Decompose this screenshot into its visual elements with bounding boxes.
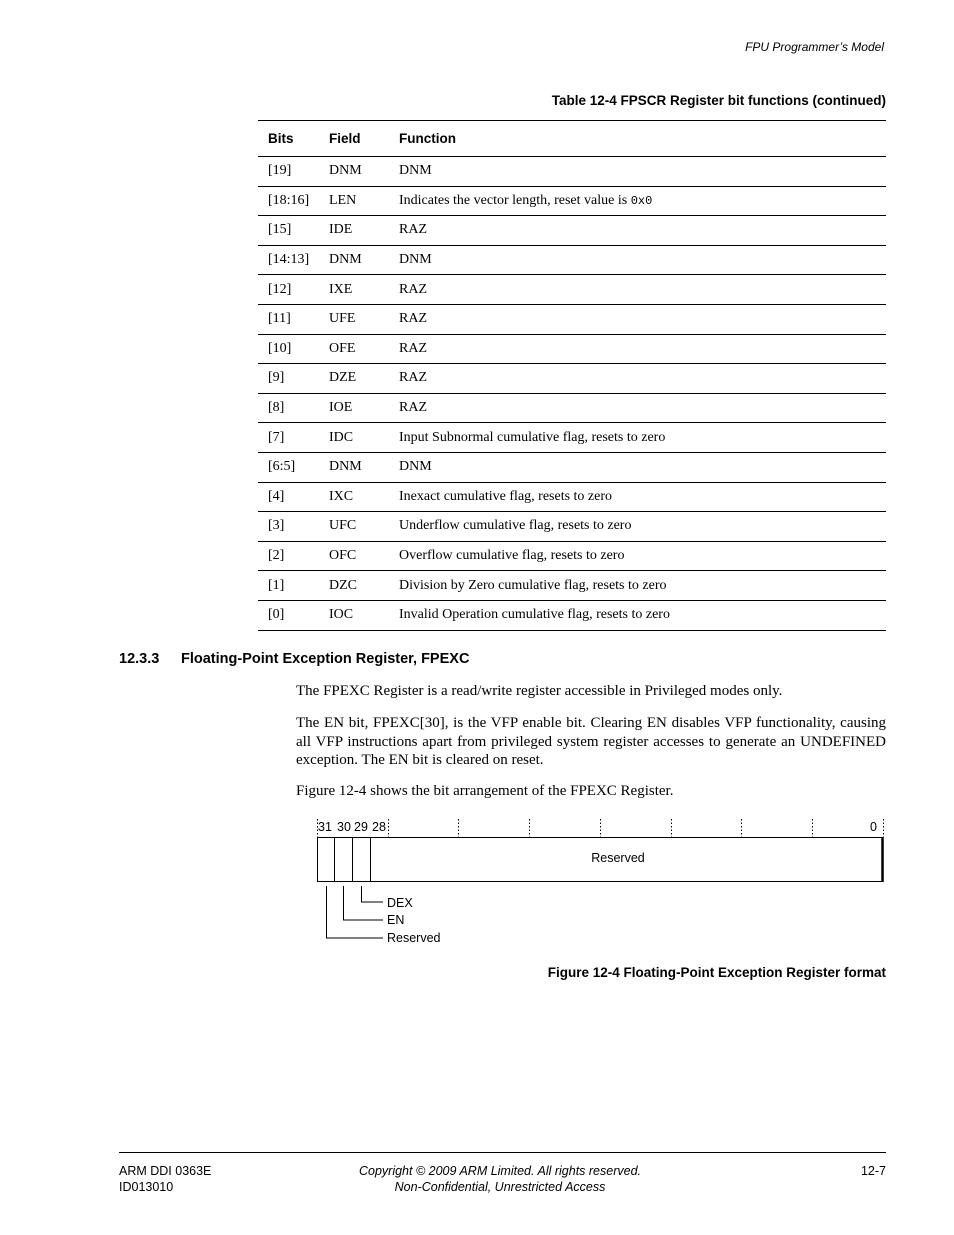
section-number: 12.3.3: [119, 651, 160, 667]
en-leader-line: [344, 886, 384, 920]
function-text: Overflow cumulative flag, resets to zero: [399, 548, 625, 564]
cell-bits: [3]: [258, 512, 329, 542]
cell-field: IOE: [329, 393, 399, 423]
cell-bits: [11]: [258, 304, 329, 334]
cell-bits: [18:16]: [258, 186, 329, 216]
cell-field: IDC: [329, 423, 399, 453]
bit-label-31: 31: [318, 820, 332, 834]
function-text: RAZ: [399, 222, 427, 238]
cell-bits: [12]: [258, 275, 329, 305]
function-text: RAZ: [399, 281, 427, 297]
function-code-value: 0x0: [630, 193, 653, 208]
paragraph-1: The FPEXC Register is a read/write register accessible in Privileged modes only.: [296, 683, 783, 699]
cell-bits: [2]: [258, 541, 329, 571]
bit-label-29: 29: [354, 820, 368, 834]
cell-bits: [15]: [258, 216, 329, 246]
function-text: DNM: [399, 252, 432, 268]
reserved-field-label: Reserved: [591, 851, 645, 865]
function-text: Indicates the vector length, reset value is: [399, 192, 631, 208]
doc-revision: ID013010: [119, 1180, 174, 1194]
cell-field: DNM: [329, 452, 399, 482]
cell-bits: [6:5]: [258, 452, 329, 482]
bit-label-30: 30: [337, 820, 351, 834]
cell-field: LEN: [329, 186, 399, 216]
cell-field: UFE: [329, 304, 399, 334]
cell-bits: [10]: [258, 334, 329, 364]
callout-en: EN: [387, 913, 405, 927]
cell-bits: [4]: [258, 482, 329, 512]
cell-field: DNM: [329, 157, 399, 187]
function-text: Invalid Operation cumulative flag, resets to zero: [399, 607, 670, 623]
function-text: DNM: [399, 163, 432, 179]
access-notice: Non-Confidential, Unrestricted Access: [394, 1180, 606, 1194]
running-header: FPU Programmer’s Model: [745, 40, 884, 54]
cell-bits: [0]: [258, 600, 329, 630]
cell-field: UFC: [329, 512, 399, 542]
callout-reserved: Reserved: [387, 931, 441, 945]
paragraph-2: The EN bit, FPEXC[30], is the VFP enable bit. Clearing EN disables VFP functionality, causing all VFP instructions apart from privileged system register accesses to generate an UNDEFINED exception. The EN bit is cleared on reset.: [296, 715, 886, 768]
cell-field: DZE: [329, 364, 399, 394]
dex-leader-line: [362, 886, 384, 902]
section-title: Floating-Point Exception Register, FPEXC: [181, 651, 470, 667]
cell-field: OFE: [329, 334, 399, 364]
function-text: Inexact cumulative flag, resets to zero: [399, 488, 613, 504]
page-number: 12-7: [860, 1164, 886, 1178]
cell-bits: [19]: [258, 157, 329, 187]
table-caption: Table 12-4 FPSCR Register bit functions (continued): [551, 93, 886, 108]
cell-bits: [9]: [258, 364, 329, 394]
bit-label-0: 0: [870, 820, 877, 834]
callout-dex: DEX: [387, 896, 413, 910]
footer-center: [340, 1163, 660, 1195]
function-text: RAZ: [399, 400, 427, 416]
cell-field: IDE: [329, 216, 399, 246]
figure-caption: Figure 12-4 Floating-Point Exception Register format: [547, 965, 886, 980]
cell-field: DZC: [329, 571, 399, 601]
cell-field: IXE: [329, 275, 399, 305]
bit-tick-marks: [318, 819, 884, 837]
cell-field: OFC: [329, 541, 399, 571]
function-text: Division by Zero cumulative flag, resets to zero: [399, 577, 667, 593]
function-text: DNM: [399, 459, 432, 475]
function-text: RAZ: [399, 311, 427, 327]
cell-field: IXC: [329, 482, 399, 512]
function-text: RAZ: [399, 370, 427, 386]
footer-left: [119, 1163, 211, 1195]
column-header-function: Function: [399, 121, 886, 157]
copyright-notice: Copyright © 2009 ARM Limited. All rights reserved.: [358, 1164, 641, 1178]
function-text: Underflow cumulative flag, resets to zero: [399, 518, 632, 534]
bit-label-28: 28: [372, 820, 386, 834]
cell-bits: [7]: [258, 423, 329, 453]
column-header-field: Field: [329, 121, 399, 157]
function-text: RAZ: [399, 340, 427, 356]
cell-bits: [8]: [258, 393, 329, 423]
cell-bits: [1]: [258, 571, 329, 601]
reserved-leader-line: [327, 886, 384, 938]
cell-field: DNM: [329, 245, 399, 275]
cell-bits: [14:13]: [258, 245, 329, 275]
cell-field: IOC: [329, 600, 399, 630]
function-text: Input Subnormal cumulative flag, resets to zero: [399, 429, 666, 445]
column-header-bits: Bits: [258, 121, 329, 157]
paragraph-3: Figure 12-4 shows the bit arrangement of the FPEXC Register.: [296, 783, 674, 799]
doc-id: ARM DDI 0363E: [119, 1164, 212, 1178]
footer-rule: [119, 1152, 886, 1153]
